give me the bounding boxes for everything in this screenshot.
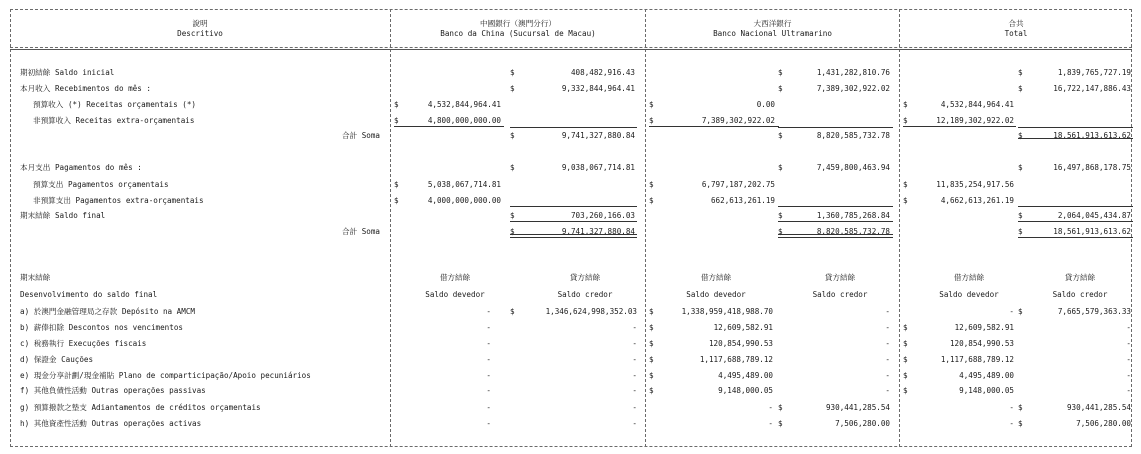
row-label: 預算支出 Pagamentos orçamentais: [33, 180, 169, 189]
currency-symbol: $: [649, 196, 654, 205]
amount-cell: 930,441,285.54: [1066, 403, 1131, 412]
row-label-soma: 合計 Soma: [341, 227, 380, 236]
currency-symbol: $: [394, 196, 399, 205]
empty-cell-dash: -: [632, 355, 637, 364]
row-label: 本月支出 Pagamentos do mês :: [20, 163, 142, 172]
credit-header-pt: Saldo credor: [557, 290, 613, 299]
currency-symbol: $: [1018, 227, 1023, 236]
row-label: 非預算收入 Receitas extra-orçamentais: [33, 116, 195, 125]
header-boc-zh: 中國銀行（澳門分行）: [480, 19, 556, 28]
amount-cell: 0.00: [756, 100, 775, 109]
currency-symbol: $: [778, 163, 783, 172]
credit-header-zh: 貸方結餘: [824, 273, 856, 282]
currency-symbol: $: [510, 68, 515, 77]
currency-symbol: $: [903, 323, 908, 332]
amount-cell: 9,741,327,880.84: [561, 227, 635, 236]
underline-rule: [510, 221, 637, 222]
amount-cell: 4,532,844,964.41: [940, 100, 1014, 109]
empty-cell-dash: -: [1126, 355, 1131, 364]
amount-cell: 7,389,302,922.02: [816, 84, 890, 93]
row-label: 期末結餘 Saldo final: [20, 211, 106, 220]
currency-symbol: $: [649, 355, 654, 364]
amount-cell: 4,662,613,261.19: [940, 196, 1014, 205]
amount-cell: 930,441,285.54: [825, 403, 890, 412]
amount-cell: 7,459,800,463.94: [816, 163, 890, 172]
amount-cell: 1,117,688,789.12: [940, 355, 1014, 364]
header-divider: [10, 49, 1132, 50]
empty-cell-dash: -: [632, 419, 637, 428]
amount-cell: 7,389,302,922.02: [701, 116, 775, 125]
amount-cell: 9,148,000.05: [959, 386, 1014, 395]
amount-cell: 4,800,000,000.00: [427, 116, 501, 125]
amount-cell: 1,338,959,418,988.70: [681, 307, 773, 316]
underline-rule: [1018, 206, 1133, 207]
header-descritivo-pt: Descritivo: [177, 29, 223, 38]
debit-header-pt: Saldo devedor: [686, 290, 746, 299]
underline-rule: [1018, 237, 1133, 238]
underline-rule: [510, 237, 637, 238]
header-descritivo-zh: 說明: [192, 19, 208, 28]
underline-rule: [510, 127, 637, 128]
empty-cell-dash: -: [1126, 323, 1131, 332]
underline-rule: [778, 234, 893, 235]
dev-row-label: h) 其他資產性活動 Outras operações activas: [20, 419, 202, 428]
amount-cell: 703,260,166.03: [570, 211, 635, 220]
currency-symbol: $: [649, 323, 654, 332]
currency-symbol: $: [649, 386, 654, 395]
currency-symbol: $: [1018, 84, 1023, 93]
amount-cell: 7,506,280.00: [1076, 419, 1131, 428]
currency-symbol: $: [394, 100, 399, 109]
amount-cell: 12,189,302,922.02: [936, 116, 1014, 125]
header-total-pt: Total: [1004, 29, 1028, 38]
empty-cell-dash: -: [1009, 307, 1014, 316]
empty-cell-dash: -: [1009, 419, 1014, 428]
currency-symbol: $: [778, 227, 783, 236]
underline-rule: [1018, 221, 1133, 222]
row-label: 預算收入 (*) Receitas orçamentais (*): [33, 100, 196, 109]
dev-row-label: d) 保證金 Cauções: [20, 355, 94, 364]
debit-header-zh: 借方結餘: [700, 273, 732, 282]
empty-cell-dash: -: [885, 386, 890, 395]
dev-title-pt: Desenvolvimento do saldo final: [20, 290, 158, 299]
currency-symbol: $: [1018, 68, 1023, 77]
currency-symbol: $: [1018, 163, 1023, 172]
dev-title-zh: 期末結餘: [20, 273, 51, 282]
currency-symbol: $: [1018, 131, 1023, 140]
currency-symbol: $: [510, 163, 515, 172]
empty-cell-dash: -: [486, 355, 491, 364]
currency-symbol: $: [649, 100, 654, 109]
amount-cell: 662,613,261.19: [710, 196, 775, 205]
currency-symbol: $: [649, 180, 654, 189]
currency-symbol: $: [1018, 403, 1023, 412]
row-label: 本月收入 Recebimentos do mês :: [20, 84, 151, 93]
empty-cell-dash: -: [885, 371, 890, 380]
empty-cell-dash: -: [486, 323, 491, 332]
header-bnu-zh: 大西洋銀行: [753, 19, 792, 28]
currency-symbol: $: [510, 131, 515, 140]
row-label: 非預算支出 Pagamentos extra-orçamentais: [33, 196, 204, 205]
currency-symbol: $: [510, 211, 515, 220]
amount-cell: 5,038,067,714.81: [427, 180, 501, 189]
header-boc-pt: Banco da China (Sucursal de Macau): [440, 29, 596, 38]
amount-cell: 12,609,582.91: [954, 323, 1014, 332]
currency-symbol: $: [903, 100, 908, 109]
empty-cell-dash: -: [632, 323, 637, 332]
amount-cell: 4,495,489.00: [959, 371, 1014, 380]
currency-symbol: $: [649, 307, 654, 316]
amount-cell: 1,117,688,789.12: [699, 355, 773, 364]
amount-cell: 120,854,990.53: [949, 339, 1014, 348]
amount-cell: 9,038,067,714.81: [561, 163, 635, 172]
amount-cell: 7,506,280.00: [835, 419, 890, 428]
empty-cell-dash: -: [885, 323, 890, 332]
amount-cell: 4,532,844,964.41: [427, 100, 501, 109]
currency-symbol: $: [510, 307, 515, 316]
empty-cell-dash: -: [486, 403, 491, 412]
empty-cell-dash: -: [486, 339, 491, 348]
amount-cell: 9,332,844,964.41: [561, 84, 635, 93]
underline-rule: [903, 126, 1016, 127]
debit-header-pt: Saldo devedor: [939, 290, 999, 299]
currency-symbol: $: [510, 227, 515, 236]
empty-cell-dash: -: [885, 307, 890, 316]
amount-cell: 4,495,489.00: [718, 371, 773, 380]
amount-cell: 18,561,913,613.62: [1053, 227, 1131, 236]
currency-symbol: $: [1018, 307, 1023, 316]
credit-header-pt: Saldo credor: [812, 290, 868, 299]
amount-cell: 120,854,990.53: [708, 339, 773, 348]
amount-cell: 6,797,187,202.75: [701, 180, 775, 189]
credit-header-pt: Saldo credor: [1052, 290, 1108, 299]
empty-cell-dash: -: [632, 339, 637, 348]
underline-rule: [1018, 127, 1133, 128]
amount-cell: 16,497,868,178.75: [1053, 163, 1131, 172]
currency-symbol: $: [903, 180, 908, 189]
dev-row-label: g) 預算撥款之墊支 Adiantamentos de créditos orçamentais: [20, 403, 261, 412]
empty-cell-dash: -: [768, 419, 773, 428]
credit-header-zh: 貸方結餘: [1064, 273, 1096, 282]
amount-cell: 11,835,254,917.56: [936, 180, 1014, 189]
empty-cell-dash: -: [1009, 403, 1014, 412]
underline-rule: [778, 237, 893, 238]
underline-rule: [510, 206, 637, 207]
dev-row-label: b) 薪俸扣除 Descontos nos vencimentos: [20, 323, 183, 332]
debit-header-zh: 借方結餘: [953, 273, 985, 282]
empty-cell-dash: -: [486, 386, 491, 395]
currency-symbol: $: [778, 211, 783, 220]
currency-symbol: $: [649, 116, 654, 125]
header-total-zh: 合共: [1008, 19, 1024, 28]
currency-symbol: $: [903, 196, 908, 205]
amount-cell: 18,561,913,613.62: [1053, 131, 1131, 140]
underline-rule: [778, 127, 893, 128]
debit-header-pt: Saldo devedor: [425, 290, 485, 299]
amount-cell: 4,000,000,000.00: [427, 196, 501, 205]
amount-cell: 8,820,585,732.78: [816, 131, 890, 140]
amount-cell: 1,346,624,998,352.03: [545, 307, 637, 316]
amount-cell: 1,839,765,727.19: [1057, 68, 1131, 77]
empty-cell-dash: -: [885, 355, 890, 364]
currency-symbol: $: [903, 116, 908, 125]
dev-row-label: c) 稅務執行 Execuções fiscais: [20, 339, 147, 348]
currency-symbol: $: [510, 84, 515, 93]
underline-rule: [394, 126, 504, 127]
column-divider: [645, 9, 646, 447]
currency-symbol: $: [903, 339, 908, 348]
underline-rule: [778, 206, 893, 207]
currency-symbol: $: [1018, 419, 1023, 428]
amount-cell: 7,665,579,363.33: [1057, 307, 1131, 316]
row-label: 期初結餘 Saldo inicial: [20, 68, 115, 77]
empty-cell-dash: -: [1126, 371, 1131, 380]
currency-symbol: $: [1018, 211, 1023, 220]
debit-header-zh: 借方結餘: [439, 273, 471, 282]
dev-row-label: a) 於澳門金融管理局之存款 Depósito na AMCM: [20, 307, 195, 316]
dev-row-label: f) 其他負債性活動 Outras operações passivas: [20, 386, 206, 395]
currency-symbol: $: [649, 371, 654, 380]
currency-symbol: $: [778, 403, 783, 412]
empty-cell-dash: -: [632, 386, 637, 395]
empty-cell-dash: -: [632, 403, 637, 412]
currency-symbol: $: [778, 131, 783, 140]
underline-rule: [778, 221, 893, 222]
header-bnu-pt: Banco Nacional Ultramarino: [713, 29, 832, 38]
currency-symbol: $: [394, 180, 399, 189]
amount-cell: 9,148,000.05: [718, 386, 773, 395]
empty-cell-dash: -: [1126, 386, 1131, 395]
underline-rule: [649, 126, 779, 127]
empty-cell-dash: -: [486, 371, 491, 380]
column-divider: [899, 9, 900, 447]
empty-cell-dash: -: [486, 419, 491, 428]
currency-symbol: $: [903, 371, 908, 380]
amount-cell: 9,741,327,880.84: [561, 131, 635, 140]
empty-cell-dash: -: [1126, 339, 1131, 348]
empty-cell-dash: -: [885, 339, 890, 348]
amount-cell: 408,482,916.43: [570, 68, 635, 77]
credit-header-zh: 貸方結餘: [569, 273, 601, 282]
header-divider: [10, 47, 1132, 48]
empty-cell-dash: -: [768, 403, 773, 412]
underline-rule: [1018, 138, 1133, 139]
amount-cell: 2,064,045,434.87: [1057, 211, 1131, 220]
empty-cell-dash: -: [632, 371, 637, 380]
amount-cell: 12,609,582.91: [713, 323, 773, 332]
column-divider: [390, 9, 391, 447]
currency-symbol: $: [903, 355, 908, 364]
amount-cell: 1,431,282,810.76: [816, 68, 890, 77]
amount-cell: 1,360,785,268.84: [816, 211, 890, 220]
currency-symbol: $: [903, 386, 908, 395]
currency-symbol: $: [649, 339, 654, 348]
currency-symbol: $: [778, 84, 783, 93]
amount-cell: 16,722,147,886.43: [1053, 84, 1131, 93]
row-label-soma: 合計 Soma: [341, 131, 380, 140]
currency-symbol: $: [778, 419, 783, 428]
amount-cell: 8,820,585,732.78: [816, 227, 890, 236]
currency-symbol: $: [394, 116, 399, 125]
empty-cell-dash: -: [486, 307, 491, 316]
underline-rule: [510, 234, 637, 235]
dev-row-label: e) 現金分享計劃/現金補貼 Plano de comparticipação/Apoio pecuniários: [20, 371, 311, 380]
currency-symbol: $: [778, 68, 783, 77]
